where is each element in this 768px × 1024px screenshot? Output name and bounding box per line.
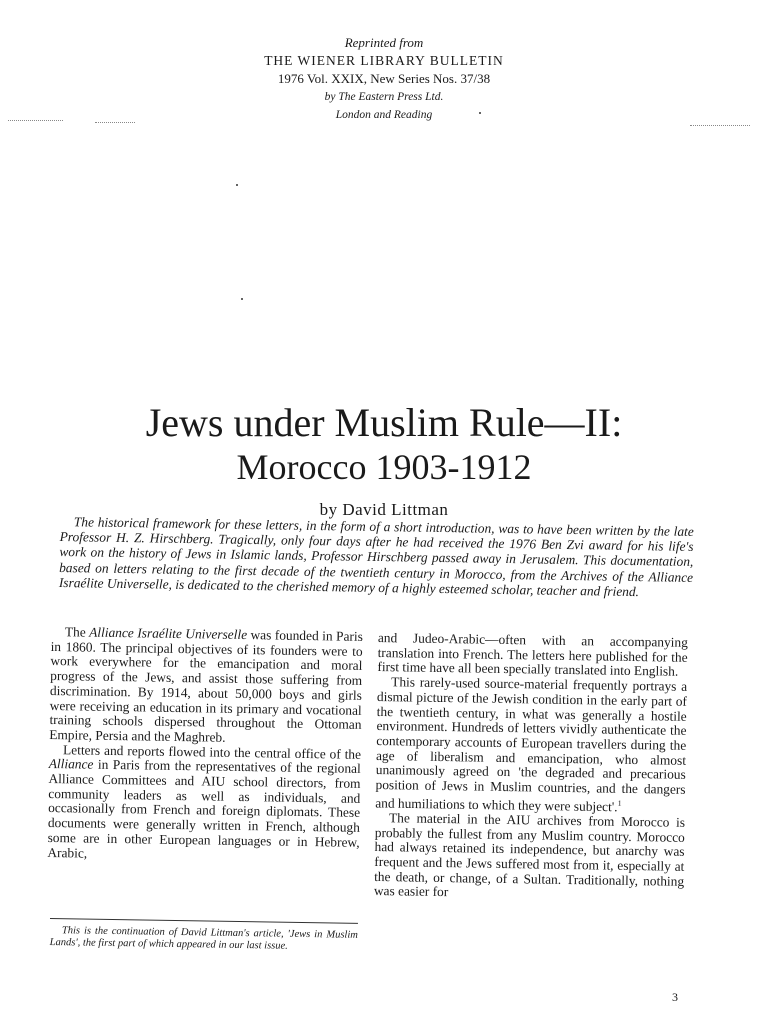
scan-speck xyxy=(241,298,243,300)
article-title: Jews under Muslim Rule—II: xyxy=(145,400,623,445)
intro-paragraph: The historical framework for these letters, in the form of a short introduction, was to have been written by the late Professor H. Z. Hirschberg. Tragically, only four days after he had received the 1976 Ben Zvi award for his life's work on the history of Jews in Islamic lands, Professor Hirschberg passed away in Jerusalem. This documentation, based on letters relating to the first decade of the twentieth century in Morocco, from the Archives of the Alliance Israélite Universelle, is dedicated to the cherished memory of a highly esteemed scholar, teacher and friend. xyxy=(58,514,694,599)
paragraph: The Alliance Israélite Universelle was founded in Paris in 1860. The principal objectives of its founders were to work everywhere for the emancipation and moral progress of the Jews, and assist those suffering from discrimination. By 1914, about 50,000 boys and girls were receiving an education in its primary and vocational training schools dispersed throughout the Ottoman Empire, Persia and the Maghreb. xyxy=(49,624,363,745)
right-column xyxy=(374,631,688,904)
footnote-divider xyxy=(50,918,358,924)
footnote-marker: 1 xyxy=(617,798,622,808)
paragraph: and Judeo-Arabic—often with an accompanying translation into French. The letters here published for the first time have all been specially translated into English. xyxy=(377,630,688,680)
scan-mark-left xyxy=(8,120,63,122)
page-number: 3 xyxy=(672,990,678,1004)
press-place: London and Reading xyxy=(335,109,433,121)
byline: by David Littman xyxy=(319,500,449,519)
scan-speck xyxy=(479,112,481,114)
dedication-intro xyxy=(59,514,694,600)
volume-info: 1976 Vol. XXIX, New Series Nos. 37/38 xyxy=(277,71,491,86)
article-subtitle: Morocco 1903-1912 xyxy=(236,447,532,487)
footnote-text: This is the continuation of David Littman's article, 'Jews in Muslim Lands', the first part of which appeared in our last issue. xyxy=(49,925,358,952)
left-column xyxy=(47,625,363,865)
scan-mark-left-2 xyxy=(95,122,135,124)
article-title-block xyxy=(0,400,768,520)
paragraph: The material in the AIU archives from Morocco is probably the fullest from any Muslim country. Morocco had always retained its independence, but anarchy was frequent and the Jews suffered most from it, especially at the death, or change, of a Sultan. Traditionally, nothing was easier for xyxy=(373,810,686,900)
reprinted-from: Reprinted from xyxy=(344,35,424,50)
bulletin-name: THE WIENER LIBRARY BULLETIN xyxy=(264,53,504,68)
reprint-header xyxy=(0,34,768,124)
paragraph: This rarely-used source-material frequently portrays a dismal picture of the Jewish condition in the early part of the twentieth century, in what was generally a hostile environment. Hundreds of letters vividly authenticate the contemporary accounts of European travellers during the age of liberalism and emancipation, who almost unanimously agreed on 'the degraded and precarious position of Jews in Muslim countries, and the dangers and humiliations to which they were subject'.$^1$ xyxy=(375,674,688,814)
scan-mark-right xyxy=(690,125,750,127)
scan-speck xyxy=(236,184,238,186)
press-info: by The Eastern Press Ltd. xyxy=(324,91,444,103)
paragraph: Letters and reports flowed into the central office of the Alliance in Paris from the representatives of the regional Alliance Committees and AIU school directors, from community leaders as well as individuals, and occasionally from French and foreign diplomats. These documents were generally written in French, although some are in other European languages or in Hebrew, Arabic, xyxy=(47,741,362,861)
footnote xyxy=(50,925,358,954)
